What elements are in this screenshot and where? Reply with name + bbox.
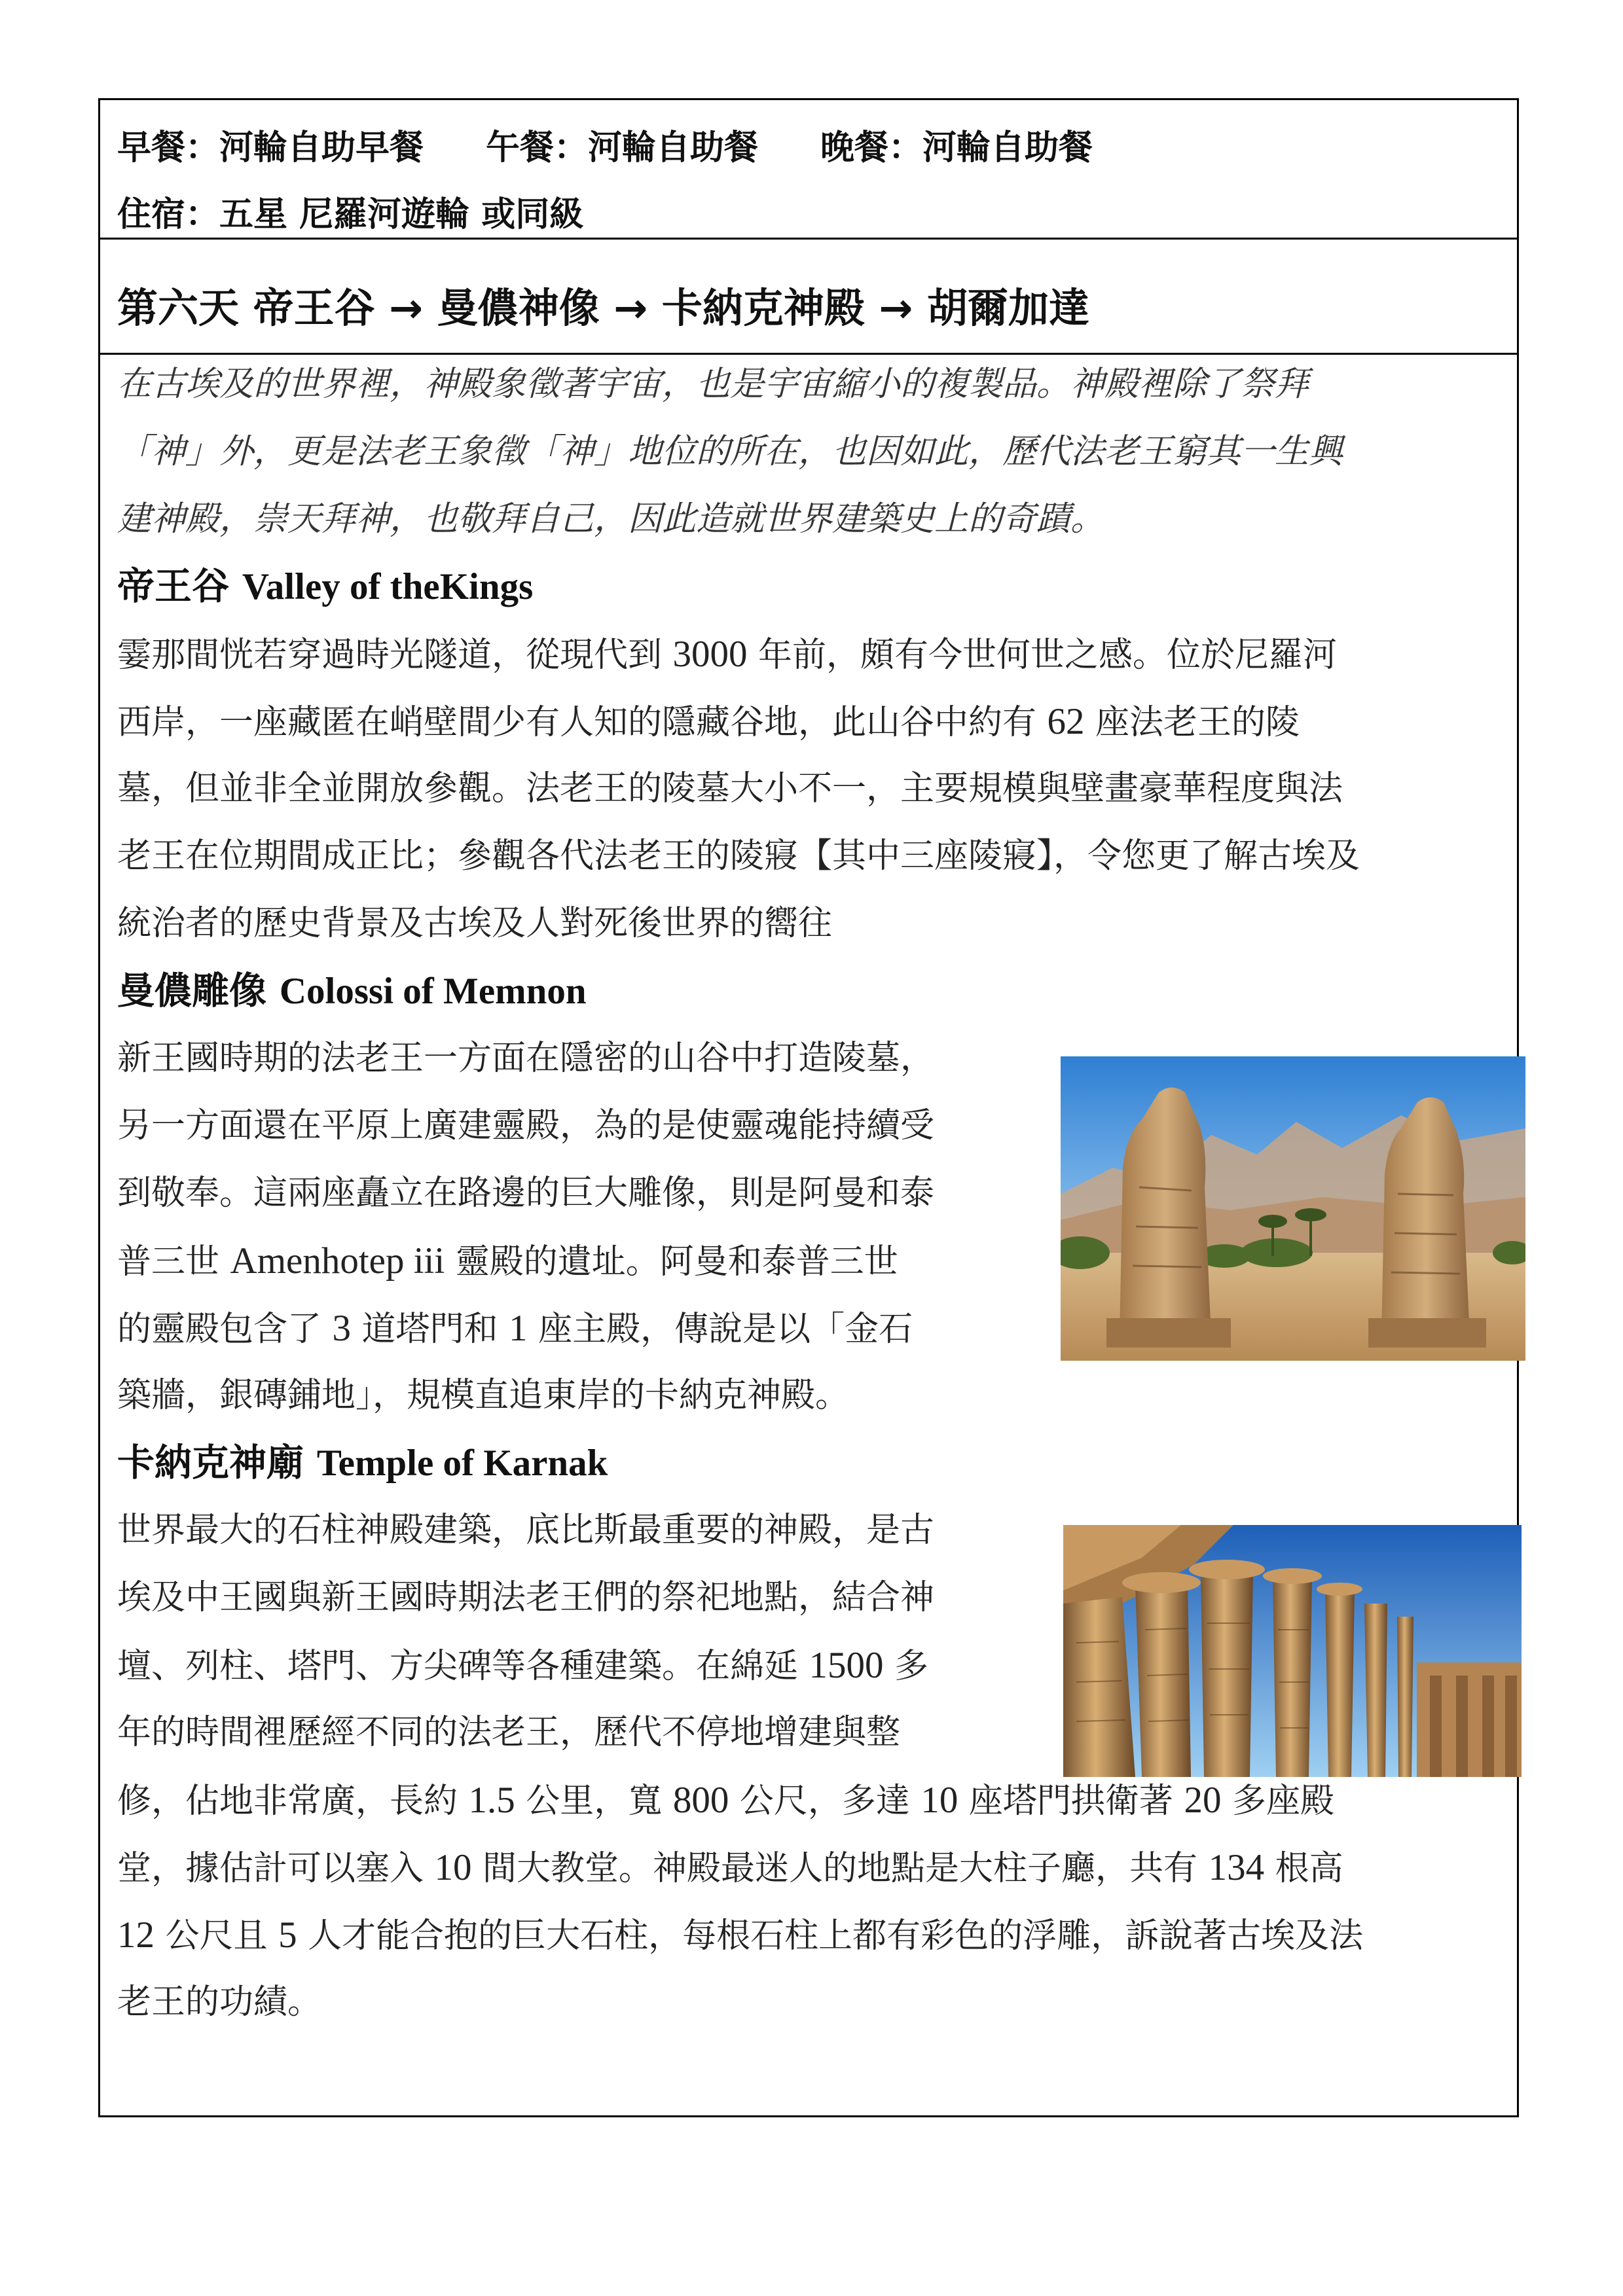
- paragraph-line: 年的時間裡歷經不同的法老王，歷代不停地增建與整: [117, 1713, 901, 1752]
- text-run: 修，佔地非常廣，長約: [117, 1782, 469, 1821]
- text-run: 間大教堂。神殿最迷人的地點是大柱子廳，共有: [471, 1849, 1209, 1888]
- paragraph-line: [117, 620, 1505, 688]
- paragraph-line: 墓，但並非全並開放參觀。法老王的陵墓大小不一，主要規模與壁畫豪華程度與法: [117, 769, 1343, 808]
- number-run: 3: [332, 1308, 352, 1349]
- text-run: 公尺且: [155, 1916, 279, 1956]
- number-run: 3000: [672, 634, 748, 675]
- text-run: 多座殿: [1221, 1782, 1334, 1821]
- intro-line: 「神」外，更是法老王象徵「神」地位的所在，也因如此，歷代法老王窮其一生興: [117, 432, 1343, 471]
- text-run: 公里，寬: [515, 1782, 673, 1821]
- paragraph-line: [117, 1834, 1505, 1901]
- memnon-heading-en: Colossi of Memnon: [279, 971, 587, 1012]
- karnak-heading-en: Temple of Karnak: [316, 1443, 608, 1484]
- text-run: 座法老王的陵: [1084, 703, 1300, 742]
- text-run: 霎那間恍若穿過時光隧道，從現代到: [117, 636, 673, 675]
- number-run: 1.5: [468, 1780, 515, 1821]
- paragraph-line: 到敬奉。這兩座矗立在路邊的巨大雕像，則是阿曼和泰: [117, 1174, 935, 1213]
- day-title: 第六天 帝王谷 → 曼儂神像 → 卡納克神殿 → 胡爾加達: [117, 284, 1089, 332]
- text-run: 人才能合抱的巨大石柱，每根石柱上都有彩色的浮雕，訴說著古埃及法: [297, 1916, 1364, 1956]
- valley-heading: [117, 553, 1505, 620]
- breakfast-text: 早餐：河輪自助早餐: [117, 128, 424, 168]
- paragraph-line: 埃及中王國與新王國時期法老王們的祭祀地點，結合神: [117, 1578, 935, 1617]
- number-run: 10: [921, 1780, 958, 1821]
- paragraph-line: 老王在位期間成正比；參觀各代法老王的陵寢【其中三座陵寢】，令您更了解古埃及: [117, 836, 1360, 876]
- text-run: 壇、列柱、塔門、方尖碑等各種建築。在綿延: [117, 1647, 809, 1686]
- number-run: 1500: [809, 1645, 884, 1686]
- meals-row: [117, 120, 1155, 169]
- number-run: 62: [1047, 701, 1085, 742]
- number-run: 800: [672, 1780, 729, 1821]
- valley-paragraph: [117, 620, 1505, 958]
- memnon-heading: [117, 958, 1505, 1025]
- intro-line: 建神殿，崇天拜神，也敬拜自己，因此造就世界建築史上的奇蹟。: [117, 499, 1105, 539]
- intro-line: 在古埃及的世界裡，神殿象徵著宇宙，也是宇宙縮小的複製品。神殿裡除了祭拜: [117, 365, 1309, 404]
- paragraph-line: 老王的功績。: [117, 1982, 322, 2022]
- text-run: 普三世: [117, 1242, 230, 1282]
- number-run: 20: [1184, 1780, 1222, 1821]
- row-divider: [100, 238, 1517, 240]
- text-run: 多: [883, 1647, 929, 1686]
- number-run: Amenhotep iii: [230, 1240, 445, 1282]
- text-run: 西岸，一座藏匿在峭壁間少有人知的隱藏谷地，此山谷中約有: [117, 703, 1048, 742]
- paragraph-line: 築牆，銀磚鋪地」，規模直追東岸的卡納克神殿。: [117, 1376, 850, 1415]
- number-run: 12: [117, 1914, 155, 1956]
- text-run: 的靈殿包含了: [117, 1310, 333, 1349]
- text-run: 座主殿，傳說是以「金石: [527, 1310, 913, 1349]
- valley-heading-zh: 帝王谷: [117, 565, 242, 608]
- dinner-text: 晚餐：河輪自助餐: [820, 128, 1093, 168]
- number-run: 10: [434, 1847, 472, 1888]
- paragraph-line: 統治者的歷史背景及古埃及人對死後世界的嚮往: [117, 904, 833, 943]
- intro-paragraph: [117, 351, 1505, 553]
- paragraph-line: [117, 688, 1505, 755]
- text-run: 靈殿的遺址。阿曼和泰普三世: [445, 1242, 898, 1282]
- paragraph-line: 新王國時期的法老王一方面在隱密的山谷中打造陵墓，: [117, 1039, 935, 1078]
- text-run: 道塔門和: [351, 1310, 509, 1349]
- lodging-text: 住宿：五星 尼羅河遊輪 或同級: [117, 195, 584, 234]
- karnak-heading-zh: 卡納克神廟: [117, 1441, 317, 1484]
- colossi-of-memnon-photo: [1061, 1056, 1525, 1361]
- number-run: 134: [1208, 1847, 1265, 1888]
- memnon-heading-zh: 曼儂雕像: [117, 969, 280, 1013]
- text-run: 堂，據估計可以塞入: [117, 1849, 435, 1888]
- karnak-heading: [117, 1429, 1505, 1497]
- paragraph-line: [117, 1901, 1505, 1969]
- karnak-temple-photo: [1063, 1525, 1522, 1777]
- paragraph-line: 另一方面還在平原上廣建靈殿，為的是使靈魂能持續受: [117, 1106, 935, 1145]
- paragraph-line: 世界最大的石柱神殿建築，底比斯最重要的神殿，是古: [117, 1511, 935, 1550]
- number-run: 1: [509, 1308, 528, 1349]
- text-run: 座塔門拱衛著: [958, 1782, 1184, 1821]
- valley-heading-en: Valley of theKings: [242, 566, 534, 607]
- text-run: 公尺，多達: [729, 1782, 921, 1821]
- lunch-text: 午餐：河輪自助餐: [486, 128, 759, 168]
- text-run: 年前，頗有今世何世之感。位於尼羅河: [747, 636, 1338, 675]
- number-run: 5: [278, 1914, 297, 1956]
- text-run: 根高: [1264, 1849, 1343, 1888]
